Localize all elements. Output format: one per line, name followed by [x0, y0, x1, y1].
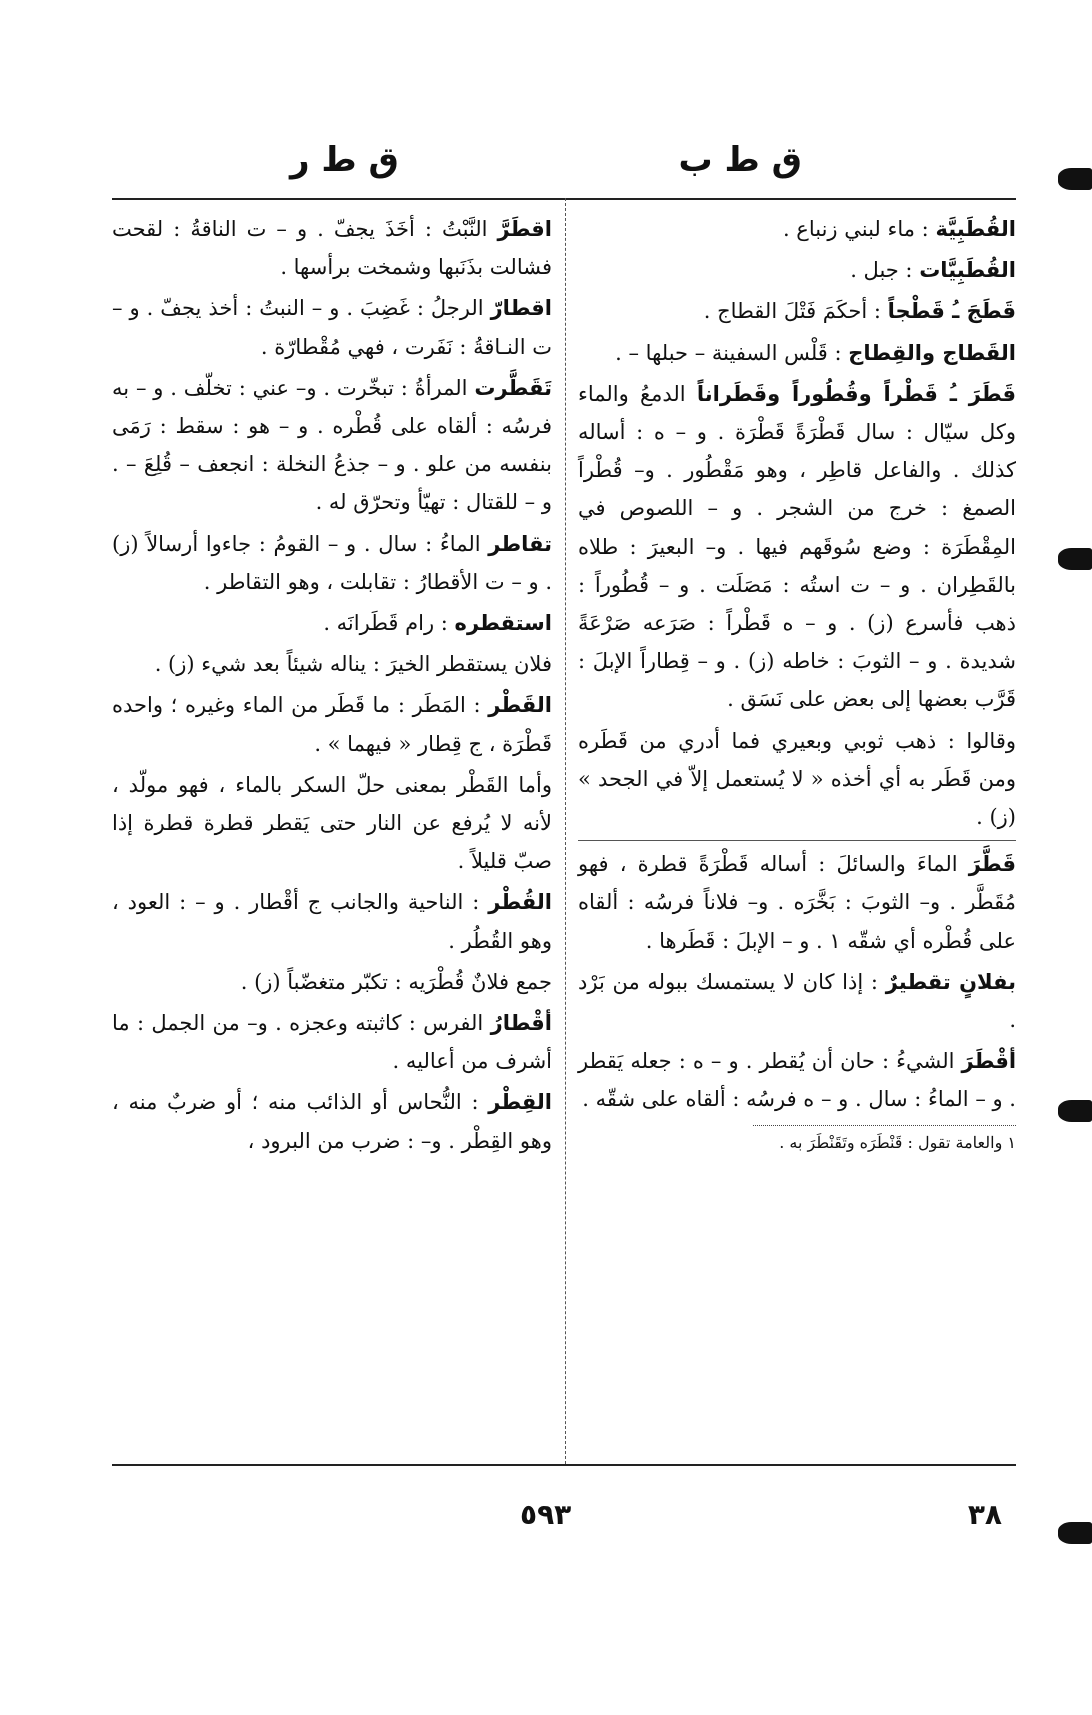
definition: المرأةُ : تبخّرت . و– عني : تخلّف . و – به فرسُه : ألقاه على قُطْره . و – هو : سقط : رَمَى بنفسه من علو . و – جذعُ النخلة : انجعف – قُلِعَ – . و – للقتال : تهيّأ وتحرّق له .	[112, 375, 552, 515]
left-column	[112, 210, 552, 1163]
entry	[112, 645, 552, 683]
definition: وقالوا : ذهب ثوبي وبعيري فما أدري من قَطَره ومن قَطَر به أي أخذه « لا يُستعمل إلاّ في الجحد » (ز) .	[578, 728, 1016, 830]
entry	[578, 722, 1016, 837]
entry	[578, 292, 1016, 330]
headword: قَطَّرَ	[968, 852, 1016, 877]
bottom-rule	[112, 1464, 1016, 1466]
definition: : الناحية والجانب ج أقْطار . و – : العود ، وهو القُطُر .	[112, 890, 552, 953]
definition: : ماء لبني زنباع .	[782, 217, 929, 241]
entry	[112, 369, 552, 522]
page-number: ٥٩٣	[520, 1498, 572, 1531]
definition: : رام قَطَرانَه .	[323, 611, 448, 636]
headword: قَطَرَ ـُ قَطْراً وقُطُوراً وقَطَراناً	[696, 381, 1017, 406]
entry	[578, 1042, 1016, 1118]
headword: تَقَطَّرت	[474, 375, 552, 400]
entry	[578, 251, 1016, 289]
running-head-left: ق ط ر	[290, 140, 399, 180]
entry-separator	[578, 840, 1016, 841]
entry	[112, 766, 552, 881]
definition: الدمعُ والماء وكل سيّال : سال قَطْرَةً قَطْرَة . و – ه : أساله كذلك . والفاعل قاطِر ، وهو مَقْطُور . و– قُطْراً الصمغ : خرج من الشجر . و – اللصوص في المِقْطَرَة : وضع سُوقَهم فيها . و– البعيرَ : طلاه بالقَطِران . و – ت استُه : مَصَلَت . و – قُطُوراً : ذهب فأسرع (ز) . و – ه قَطْراً : صَرَعه صَرْعَةً شديدة . و – الثوبَ : خاطه (ز) . و – قِطاراً الإبلَ : قَرَّب بعضها إلى بعض على نَسَق .	[578, 381, 1016, 712]
entry	[112, 1083, 552, 1159]
entry	[112, 1004, 552, 1080]
headword: اقطَرَّ	[497, 217, 552, 241]
definition: وأما القَطْر بمعنى حلّ السكر بالماء ، فهو مولّد ، لأنه لا يُرفع عن النار حتى يَقطر قطرة قطرة إذا صبّ قليلاً .	[112, 772, 552, 874]
entry	[112, 289, 552, 365]
headword: القُطَبِيَّة	[935, 217, 1016, 241]
section-number: ٣٨	[967, 1498, 1002, 1531]
headword: اقطارّ	[490, 296, 552, 321]
right-column	[578, 210, 1016, 1159]
definition: فلان يستقطر الخيرَ : يناله شيئاً بعد شيء (ز) .	[154, 652, 552, 677]
definition: جمع فلانٌ قُطْرَيه : تكبّر متغضّباً (ز) .	[240, 969, 552, 994]
running-head-right: ق ط ب	[678, 140, 802, 180]
entry	[112, 686, 552, 762]
definition: الماءُ : سال . و – القومُ : جاءوا أرسالاً (ز) . و – ت الأقطارُ : تقابلت ، وهو التقاطر .	[112, 531, 552, 594]
definition: : قَلْس السفينة – حبلها – .	[615, 340, 842, 365]
definition: الرجلُ : غَضِبَ . و – النبتُ : أخذ يجفّ . و – ت النـاقةُ : نَفَرت ، فهي مُقْطارّة .	[112, 296, 552, 359]
scan-edge-mark	[1058, 1100, 1092, 1122]
headword: القُطَبِيَّات	[919, 258, 1016, 283]
headword: قَطَجَ ـُ قَطْجاً	[887, 299, 1016, 324]
entry	[112, 883, 552, 959]
entry	[578, 210, 1016, 248]
entry	[112, 604, 552, 642]
definition: : النُّحاس أو الذائب منه ؛ أو ضربٌ منه ، وهو القِطْر . و– : ضرب من البرود ،	[112, 1090, 552, 1153]
headword: تقاطر	[488, 531, 552, 556]
headword: القَطْر	[488, 693, 552, 718]
top-rule	[112, 198, 1016, 200]
definition: : أحكَمَ فَتْلَ القطاج .	[703, 299, 881, 324]
headword: أقْطارُ	[490, 1011, 552, 1036]
entry	[578, 375, 1016, 719]
headword: بفلانٍ تقطيرٌ	[885, 969, 1016, 994]
entry	[112, 963, 552, 1001]
column-divider	[565, 198, 566, 1464]
entry	[112, 525, 552, 601]
headword: القِطْر	[488, 1090, 552, 1115]
scan-edge-mark	[1058, 548, 1092, 570]
definition: الفرس : كاثبته وعجزه . و– من الجمل : ما أشرف من أعاليه .	[112, 1011, 552, 1074]
entry	[578, 963, 1016, 1039]
headword: القَطاج والقِطاج	[848, 340, 1016, 365]
footnote: ١ والعامة تقول : قَنْطَرَه وتَقَنْطَرَ به .	[779, 1132, 1016, 1152]
definition: النَّبْتُ : أخَذَ يجفّ . و – ت الناقةُ : لقحت فشالت بذَنَبها وشمخت برأسها .	[112, 217, 552, 280]
definition: : إذا كان لا يستمسك ببوله من بَرْد .	[578, 969, 1016, 1033]
definition: الماءَ والسائلَ : أساله قَطْرَةً قطرة ، فهو مُقَطَّر . و– الثوبَ : بَخَّرَه . و– فلاناً فرسُه : ألقاه على قُطْره أي شقّه ١ . و – الإبلَ : قَطَرها .	[578, 852, 1016, 953]
headword: أقْطَرَ	[961, 1049, 1017, 1074]
entry	[578, 845, 1016, 960]
definition: : المَطَر : ما قَطَر من الماء وغيره ؛ واحده قَطْرَة ، ج قِطار « فيهما » .	[112, 693, 552, 756]
scan-edge-mark	[1058, 168, 1092, 190]
headword: استقطره	[454, 611, 552, 636]
scan-edge-mark	[1058, 1522, 1092, 1544]
footnote-rule	[753, 1125, 1016, 1126]
entry	[578, 334, 1016, 372]
definition: : جبل .	[850, 258, 913, 283]
headword: القُطْر	[488, 890, 552, 915]
entry	[112, 210, 552, 286]
definition: الشيءُ : حان أن يُقطر . و – ه : جعله يَقطر . و – الماءُ : سال . و – ه فرسُه : ألقاه على شقّه .	[578, 1049, 1016, 1112]
